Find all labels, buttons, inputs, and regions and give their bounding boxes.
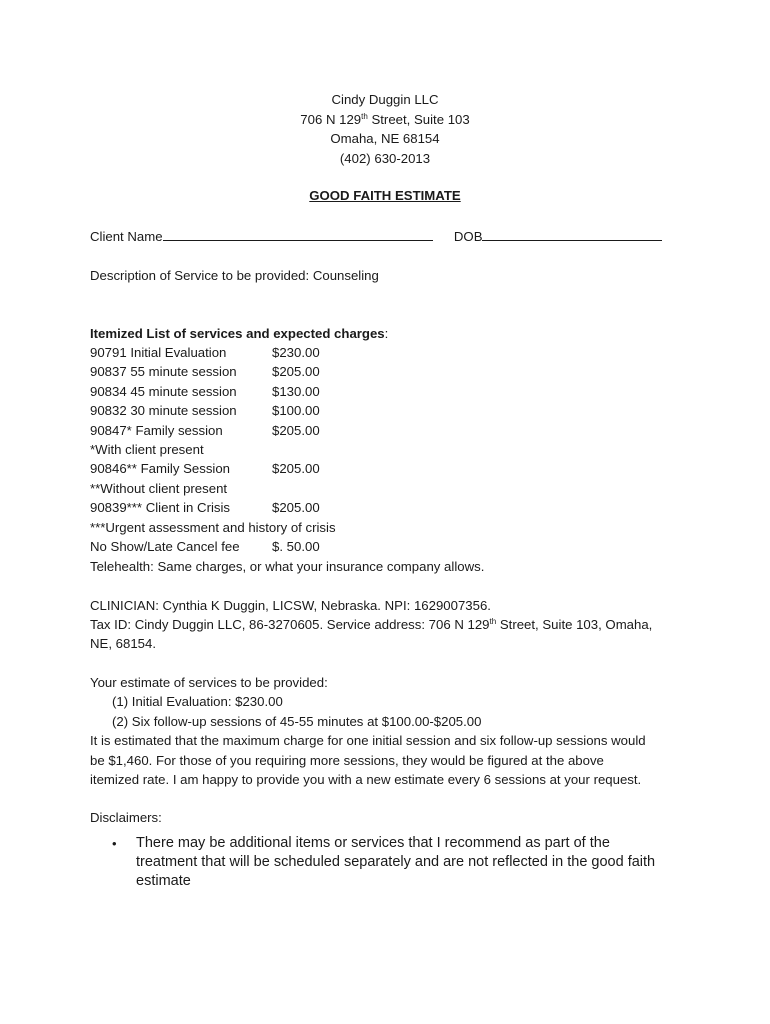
company-address: 706 N 129th Street, Suite 103 [300, 111, 470, 127]
disclaimers-heading: Disclaimers: [90, 810, 162, 825]
service-row: No Show/Late Cancel fee $. 50.00 [90, 539, 320, 554]
service-row: 90791 Initial Evaluation $230.00 [90, 345, 320, 360]
estimate-heading: Your estimate of services to be provided: [90, 675, 328, 690]
telehealth-note: Telehealth: Same charges, or what your insurance company allows. [90, 559, 485, 574]
estimate-paragraph: It is estimated that the maximum charge for one initial session and six follow-up sessions would [90, 733, 646, 748]
dob-label: DOB [453, 229, 483, 244]
service-note: **Without client present [90, 481, 228, 496]
document-title: GOOD FAITH ESTIMATE [309, 188, 461, 203]
client-name-field[interactable] [163, 227, 433, 241]
service-row: 90839*** Client in Crisis $205.00 [90, 500, 320, 515]
disclaimer-item [112, 834, 672, 891]
service-note: *With client present [90, 442, 204, 457]
service-row: 90847* Family session $205.00 [90, 423, 320, 438]
service-row: 90834 45 minute session $130.00 [90, 384, 320, 399]
letterhead [0, 90, 770, 168]
disclaimer-text: There may be additional items or services that I recommend as part of the [136, 835, 610, 851]
itemized-heading: Itemized List of services and expected charges: [90, 326, 389, 341]
disclaimer-text: treatment that will be scheduled separately and are not reflected in the good faith [136, 854, 656, 870]
service-note: ***Urgent assessment and history of crisis [90, 520, 336, 535]
dob-field[interactable] [482, 227, 662, 241]
company-city: Omaha, NE 68154 [330, 131, 440, 146]
clinician-line: CLINICIAN: Cynthia K Duggin, LICSW, Nebraska. NPI: 1629007356. [90, 598, 491, 613]
company-name: Cindy Duggin LLC [331, 92, 439, 107]
company-phone: (402) 630-2013 [339, 150, 431, 166]
estimate-item: (2) Six follow-up sessions of 45-55 minutes at $100.00-$205.00 [112, 714, 482, 729]
service-row: 90837 55 minute session $205.00 [90, 364, 320, 379]
client-name-label: Client Name [90, 229, 163, 244]
tax-id-line: Tax ID: Cindy Duggin LLC, 86-3270605. Service address: 706 N 129th Street, Suite 103, Omaha, [90, 617, 653, 632]
disclaimer-text: estimate [136, 873, 191, 889]
estimate-item: (1) Initial Evaluation: $230.00 [112, 694, 283, 709]
estimate-paragraph: be $1,460. For those of you requiring more sessions, they would be figured at the above [90, 753, 604, 768]
service-row: 90846** Family Session $205.00 [90, 461, 320, 476]
client-info-row [90, 227, 662, 247]
bullet-icon: • [112, 836, 117, 851]
service-address-line: NE, 68154. [90, 636, 156, 651]
estimate-paragraph: itemized rate. I am happy to provide you with a new estimate every 6 sessions at your request. [90, 772, 642, 787]
service-description: Description of Service to be provided: Counseling [90, 268, 379, 283]
service-row: 90832 30 minute session $100.00 [90, 403, 320, 418]
